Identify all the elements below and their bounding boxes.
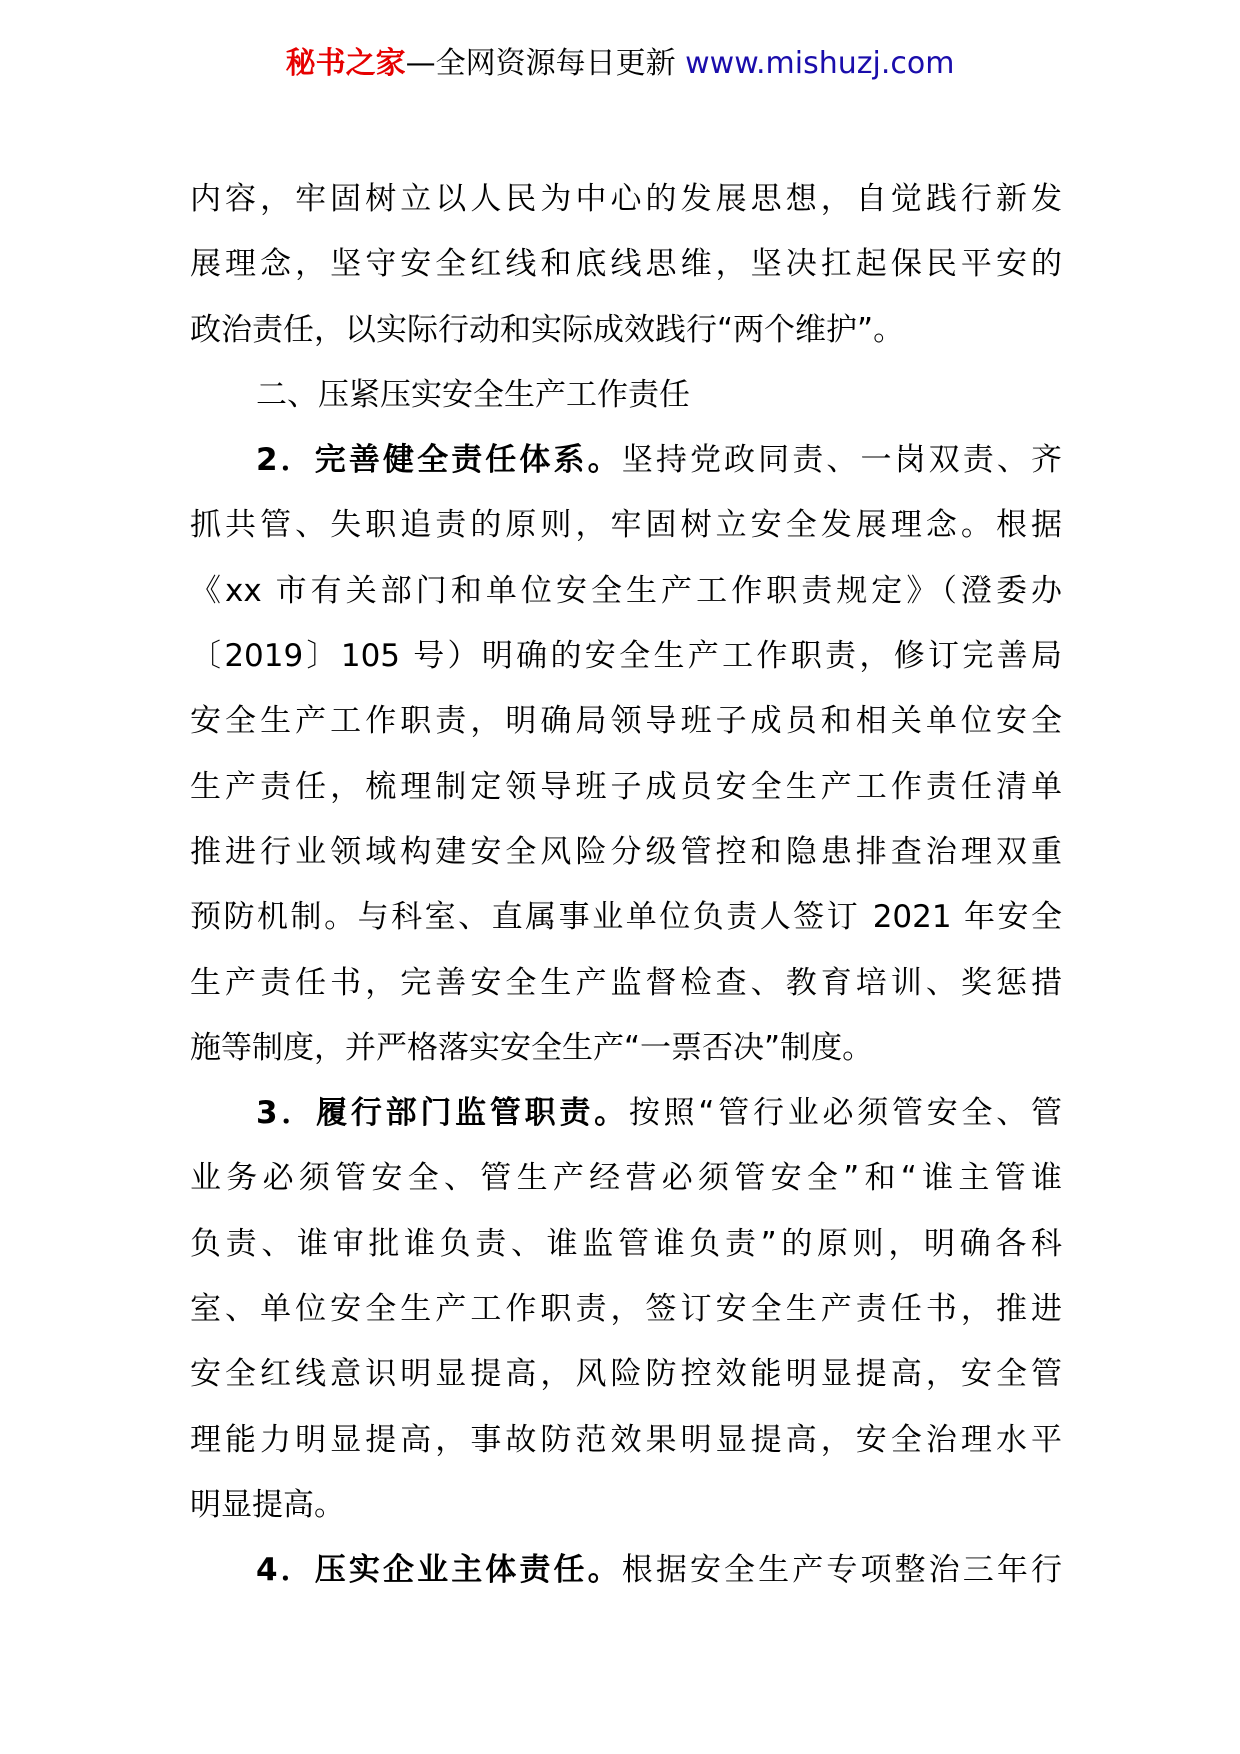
page-header xyxy=(0,44,1240,84)
body-line: 〔2019〕105 号）明确的安全生产工作职责，修订完善局 xyxy=(190,638,1062,675)
site-url-link[interactable]: www.mishuzj.com xyxy=(685,46,955,81)
paragraph-title: 3．履行部门监管职责。 xyxy=(256,1095,629,1132)
body-line: 生产责任书，完善安全生产监督检查、教育培训、奖惩措 xyxy=(190,964,1062,1001)
section-heading: 二、压紧压实安全生产工作责任 xyxy=(256,376,690,413)
body-line: 安全生产工作职责，明确局领导班子成员和相关单位安全 xyxy=(190,703,1062,740)
brand-name: 秘书之家 xyxy=(285,46,406,81)
body-line: 理能力明显提高，事故防范效果明显提高，安全治理水平 xyxy=(190,1421,1062,1458)
paragraph-first-line xyxy=(190,428,1062,493)
document-body xyxy=(190,167,1062,1604)
paragraph-first-line xyxy=(190,1081,1062,1146)
body-line: 生产责任，梳理制定领导班子成员安全生产工作责任清单 xyxy=(190,768,1062,805)
paragraph-text: 根据安全生产专项整治三年行 xyxy=(621,1552,1062,1589)
body-line: 预防机制。与科室、直属事业单位负责人签订 2021 年安全 xyxy=(190,899,1062,936)
paragraph-title: 4．压实企业主体责任。 xyxy=(256,1552,622,1589)
paragraph-title: 2．完善健全责任体系。 xyxy=(256,442,622,479)
body-line: 抓共管、失职追责的原则，牢固树立安全发展理念。根据 xyxy=(190,507,1062,544)
body-line: 展理念，坚守安全红线和底线思维，坚决扛起保民平安的 xyxy=(190,246,1062,283)
body-line: 《xx 市有关部门和单位安全生产工作职责规定》（澄委办 xyxy=(190,572,1062,609)
body-line: 内容，牢固树立以人民为中心的发展思想，自觉践行新发 xyxy=(190,181,1062,217)
body-line: 室、单位安全生产工作职责，签订安全生产责任书，推进 xyxy=(190,1291,1062,1328)
body-line: 安全红线意识明显提高，风险防控效能明显提高，安全管 xyxy=(190,1356,1062,1393)
body-line: 施等制度，并严格落实安全生产“一票否决”制度。 xyxy=(190,1029,874,1066)
paragraph-text: 按照“管行业必须管安全、管 xyxy=(628,1095,1062,1132)
paragraph-first-line xyxy=(190,1538,1062,1603)
body-line: 推进行业领域构建安全风险分级管控和隐患排查治理双重 xyxy=(190,833,1062,870)
header-tagline: —全网资源每日更新 xyxy=(405,46,686,81)
body-line: 明显提高。 xyxy=(190,1486,345,1523)
body-line: 政治责任，以实际行动和实际成效践行“两个维护”。 xyxy=(190,311,905,348)
body-line: 负责、谁审批谁负责、谁监管谁负责”的原则，明确各科 xyxy=(190,1225,1062,1262)
body-line: 业务必须管安全、管生产经营必须管安全”和“谁主管谁 xyxy=(190,1160,1062,1197)
paragraph-text: 坚持党政同责、一岗双责、齐 xyxy=(621,442,1062,479)
